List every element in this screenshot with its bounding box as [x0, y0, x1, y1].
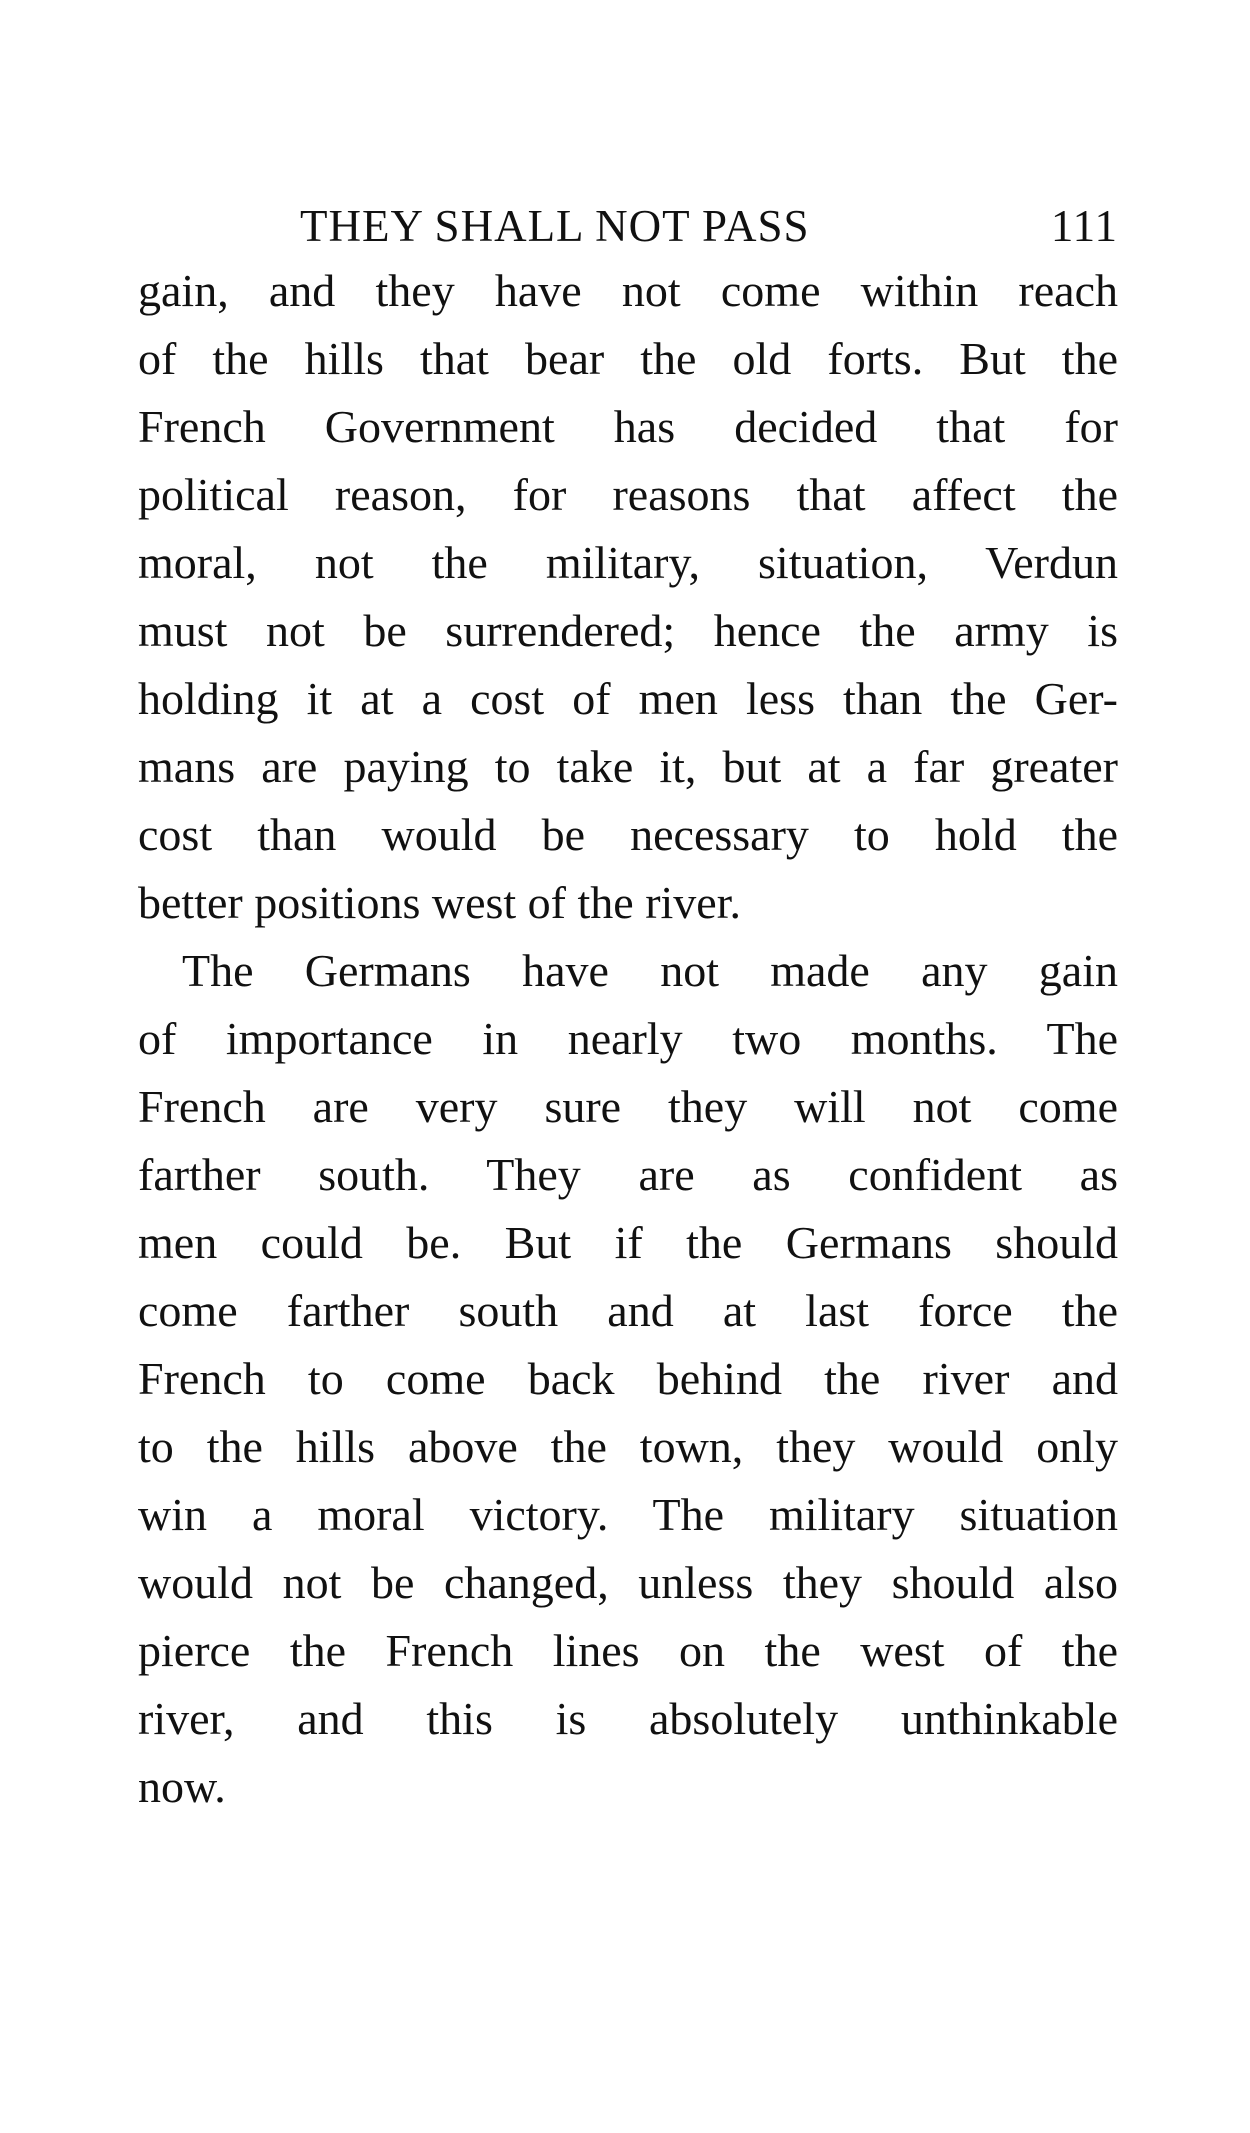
text-line: to the hills above the town, they would only [138, 1421, 1118, 1472]
running-title: THEY SHALL NOT PASS [300, 201, 810, 251]
paragraph-1 [138, 257, 1118, 937]
text-line: French Government has decided that for [138, 401, 1118, 452]
text-line: farther south. They are as confident as [138, 1149, 1118, 1200]
text-line: The Germans have not made any gain [182, 945, 1118, 996]
text-line: French are very sure they will not come [138, 1081, 1118, 1132]
text-line: moral, not the military, situation, Verdun [138, 537, 1118, 588]
text-line: political reason, for reasons that affect the [138, 469, 1118, 520]
text-line: holding it at a cost of men less than the Ger- [138, 673, 1118, 724]
text-line: French to come back behind the river and [138, 1353, 1118, 1404]
text-line: must not be surrendered; hence the army is [138, 605, 1118, 656]
text-line: of importance in nearly two months. The [138, 1013, 1118, 1064]
text-line: of the hills that bear the old forts. But the [138, 333, 1118, 384]
text-line: now. [138, 1761, 226, 1812]
text-line: better positions west of the river. [138, 877, 741, 928]
body-text [138, 257, 1118, 1821]
text-line: pierce the French lines on the west of the [138, 1625, 1118, 1676]
text-line: mans are paying to take it, but at a far greater [138, 741, 1118, 792]
text-line: gain, and they have not come within reach [138, 265, 1118, 316]
running-head [138, 195, 1118, 257]
text-line: men could be. But if the Germans should [138, 1217, 1118, 1268]
text-line: river, and this is absolutely unthinkable [138, 1693, 1118, 1744]
text-line: win a moral victory. The military situation [138, 1489, 1118, 1540]
paragraph-2 [138, 937, 1118, 1821]
book-page [138, 195, 1118, 1821]
text-line: would not be changed, unless they should also [138, 1557, 1118, 1608]
text-line: cost than would be necessary to hold the [138, 809, 1118, 860]
page-number: 111 [1050, 201, 1118, 251]
text-line: come farther south and at last force the [138, 1285, 1118, 1336]
